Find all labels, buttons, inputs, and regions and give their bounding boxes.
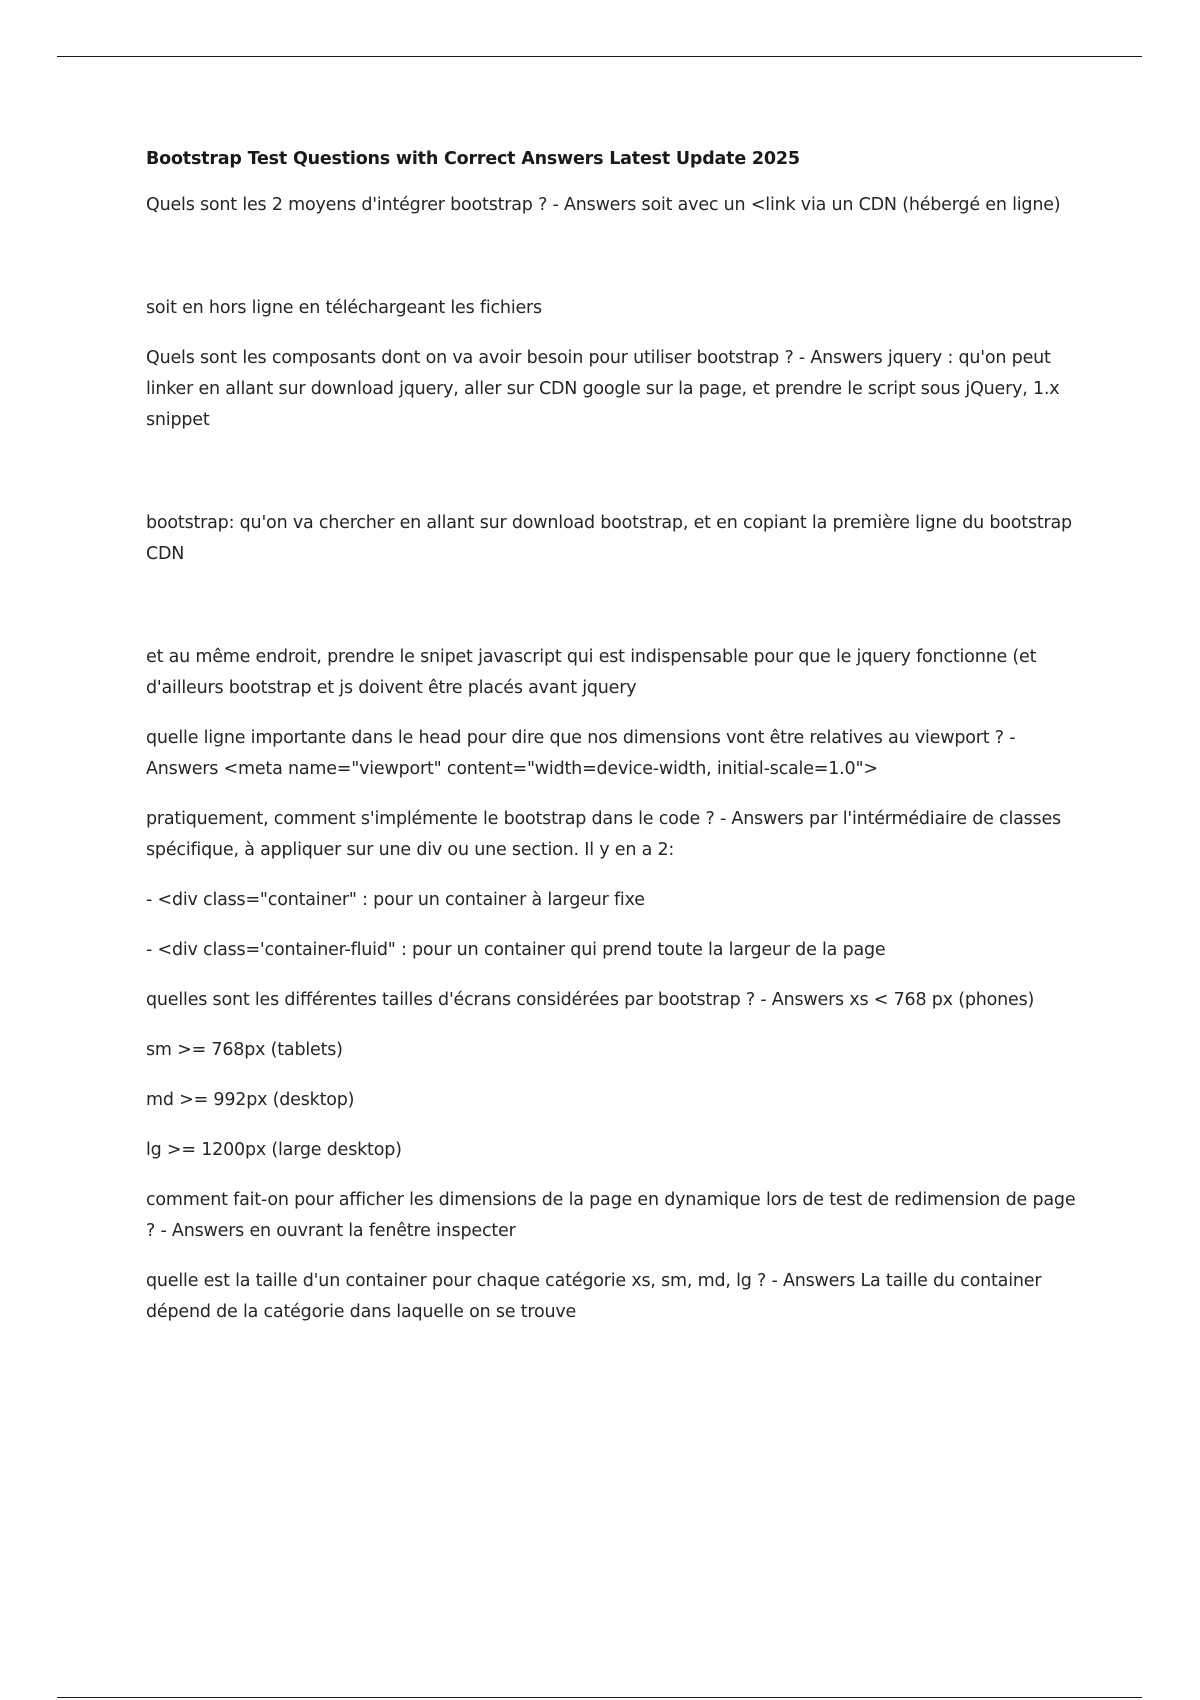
document-title: Bootstrap Test Questions with Correct Answers Latest Update 2025	[146, 149, 800, 169]
footer-rule	[57, 1697, 1142, 1698]
paragraph-q5-sm: sm >= 768px (tablets)	[146, 1040, 343, 1060]
paragraph-q1-cont: soit en hors ligne en téléchargeant les fichiers	[146, 298, 542, 318]
paragraph-q7: quelle est la taille d'un container pour chaque catégorie xs, sm, md, lg ? - Answers La taille du container dépend de la catégorie dans laquelle on se trouve	[146, 1271, 1047, 1322]
paragraph-q1: Quels sont les 2 moyens d'intégrer bootstrap ? - Answers soit avec un <link via un CDN (hébergé en ligne)	[146, 195, 1061, 215]
paragraph-q5-md: md >= 992px (desktop)	[146, 1090, 355, 1110]
paragraph-q4: pratiquement, comment s'implémente le bootstrap dans le code ? - Answers par l'intérmédiaire de classes spécifique, à appliquer sur une div ou une section. Il y en a 2:	[146, 809, 1067, 860]
paragraph-q3: quelle ligne importante dans le head pour dire que nos dimensions vont être relatives au viewport ? - Answers <meta name="viewport" content="width=device-width, initial-scale=1.0">	[146, 728, 1021, 779]
header-rule	[57, 56, 1142, 57]
paragraph-q4-item-1: - <div class="container" : pour un container à largeur fixe	[146, 890, 645, 910]
paragraph-q5: quelles sont les différentes tailles d'écrans considérées par bootstrap ? - Answers xs < 768 px (phones)	[146, 990, 1035, 1010]
paragraph-q2-cont-1: bootstrap: qu'on va chercher en allant sur download bootstrap, et en copiant la première ligne du bootstrap CDN	[146, 513, 1078, 564]
paragraph-q6: comment fait-on pour afficher les dimensions de la page en dynamique lors de test de redimension de page ? - Answers en ouvrant la fenêtre inspecter	[146, 1190, 1081, 1241]
paragraph-q2-cont-2: et au même endroit, prendre le snipet javascript qui est indispensable pour que le jquery fonctionne (et d'ailleurs bootstrap et js doivent être placés avant jquery	[146, 647, 1042, 698]
paragraph-q4-item-2: - <div class='container-fluid" : pour un container qui prend toute la largeur de la page	[146, 940, 886, 960]
document-body	[146, 146, 1086, 1347]
paragraph-q5-lg: lg >= 1200px (large desktop)	[146, 1140, 402, 1160]
paragraph-q2: Quels sont les composants dont on va avoir besoin pour utiliser bootstrap ? - Answers jquery : qu'on peut linker en allant sur download jquery, aller sur CDN google sur la page, et prendre le script sous jQuery, 1.x snippet	[146, 348, 1065, 430]
